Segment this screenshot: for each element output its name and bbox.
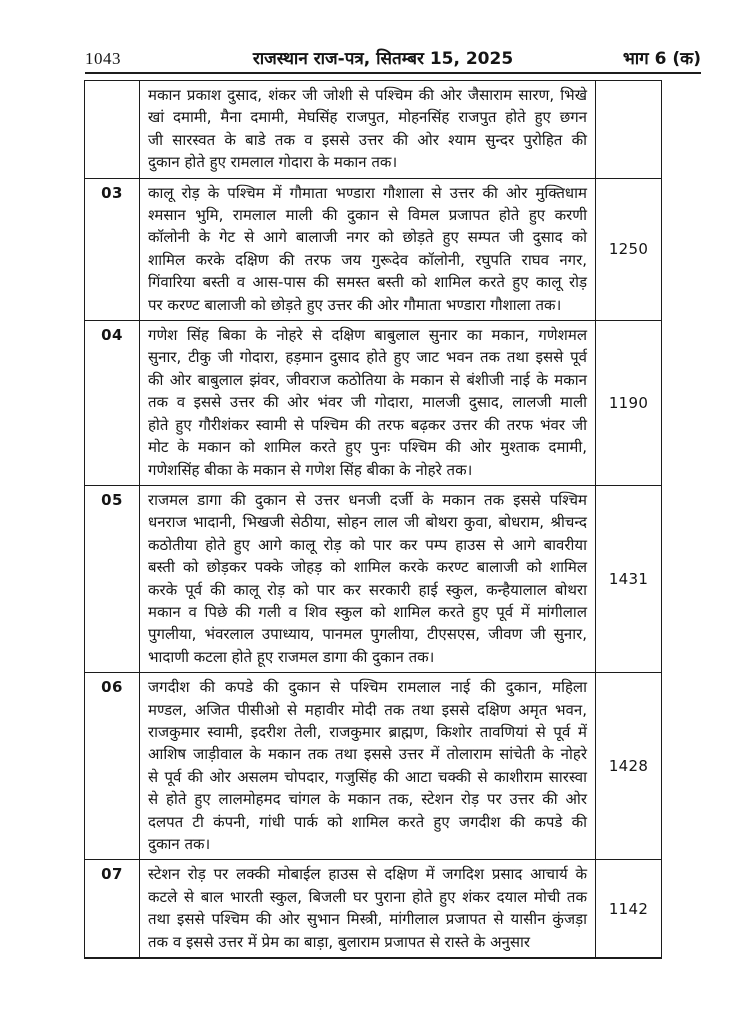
table-row — [85, 672, 661, 859]
boundary-description-cell — [139, 486, 596, 672]
part-label: भाग 6 (क) — [622, 49, 701, 69]
page-header — [85, 46, 701, 74]
text-line: सुनार, टीकु जी गोदारा, हड़मान दुसाद होते हुए जाट भवन तक तथा इससे पूर्व — [148, 348, 587, 367]
boundary-description-cell — [139, 179, 596, 320]
text-line: श्मसान भुमि, रामलाल माली की दुकान से विमल प्रजापत होते हुए करणी — [148, 206, 587, 225]
page-number: 1043 — [85, 49, 121, 68]
count-cell: 1428 — [608, 757, 649, 776]
text-line: पुगलीया, भंवरलाल उपाध्याय, पानमल पुगलीया, टीएसएस, जीवण जी सुनार, — [148, 625, 587, 644]
text-line: धनराज भादानी, भिखजी सेठीया, सोहन लाल जी बोथरा कुवा, बोधराम, श्रीचन्द — [148, 513, 587, 532]
count-cell: 1250 — [608, 240, 649, 259]
boundary-description-cell — [139, 81, 596, 178]
serial-number-cell: 07 — [101, 865, 123, 884]
boundary-description-cell — [139, 321, 596, 485]
text-line: गणेश सिंह बिका के नोहरे से दक्षिण बाबुलाल सुनार का मकान, गणेशमल — [148, 326, 587, 345]
text-line: राजकुमार स्वामी, इदरीश तेली, राजकुमार ब्राह्मण, किशोर तावणियां से पूर्व में — [148, 722, 587, 741]
text-line: पर करण्ट बालाजी को छोड़ते हुए उत्तर की ओर गौमाता भण्डारा गौशाला तक। — [148, 295, 562, 314]
count-cell: 1431 — [608, 570, 649, 589]
serial-number-cell: 04 — [101, 326, 123, 345]
text-line: कठोतीया होते हुए आगे कालू रोड़ को पार कर पम्प हाउस से आगे बावरीया — [148, 535, 587, 554]
boundary-description-cell — [139, 673, 596, 859]
text-line: दुकान होते हुए रामलाल गोदारा के मकान तक। — [148, 153, 398, 172]
text-line: खां दमामी, मैना दमामी, मेघसिंह राजपुत, मोहनसिंह राजपुत होते हुए छगन — [148, 108, 587, 127]
text-line: दलपत टी कंपनी, गांधी पार्क को शामिल करते हुए जगदीश की कपडे की — [148, 812, 587, 831]
text-line: राजमल डागा की दुकान से उत्तर धनजी दर्जी के मकान तक इससे पश्चिम — [148, 490, 587, 509]
serial-number-cell: 05 — [101, 490, 123, 509]
text-line: गणेशसिंह बीका के मकान से गणेश सिंह बीका के नोहरे तक। — [148, 460, 473, 479]
text-line: से पूर्व की ओर असलम चोपदार, गजुसिंह की आटा चक्की से काशीराम सारस्वा — [148, 767, 587, 786]
text-line: तक व इससे उत्तर में प्रेम का बाड़ा, बुलाराम प्रजापत से रास्ते के अनुसार — [148, 932, 531, 951]
serial-number-cell — [85, 81, 139, 178]
text-line: स्टेशन रोड़ पर लक्की मोबाईल हाउस से दक्षिण में जगदिश प्रसाद आचार्य के — [148, 865, 587, 884]
serial-number-cell: 03 — [101, 183, 123, 202]
table-row — [85, 485, 661, 672]
text-line: होते हुए गौरीशंकर स्वामी से पश्चिम की तरफ बढ़कर उत्तर की तरफ भंवर जी — [148, 415, 587, 434]
table-row — [85, 859, 661, 957]
count-cell: 1142 — [608, 899, 649, 918]
text-line: तथा इससे पश्चिम की ओर सुभान मिस्त्री, मांगीलाल प्रजापत से यासीन कुंजड़ा — [148, 910, 587, 929]
table-row — [85, 320, 661, 485]
table-row — [85, 81, 661, 178]
count-cell — [596, 81, 661, 178]
gazette-title: राजस्थान राज-पत्र, सितम्बर 15, 2025 — [252, 49, 514, 69]
text-line: जगदीश की कपडे की दुकान से पश्चिम रामलाल नाई की दुकान, महिला — [148, 678, 587, 697]
serial-number-cell: 06 — [101, 678, 123, 697]
text-line: मकान प्रकाश दुसाद, शंकर जी जोशी से पश्चिम की ओर जैसाराम सारण, भिखे — [148, 86, 587, 104]
text-line: दुकान तक। — [148, 835, 211, 853]
text-line: की ओर बाबुलाल झंवर, जीवराज कठोतिया के मकान से बंशीजी नाई के मकान — [148, 370, 587, 389]
text-line: बस्ती को छोड़कर पक्के जोहड़ को शामिल करके करण्ट बालाजी को शामिल — [148, 558, 587, 577]
text-line: जी सारस्वत के बाडे तक व इससे उत्तर की ओर श्याम सुन्दर पुरोहित की — [148, 130, 587, 149]
count-cell: 1190 — [608, 393, 649, 412]
text-line: गिंवारिया बस्ती व आस-पास की समस्त बस्ती को शामिल करते हुए कालू रोड़ — [148, 273, 587, 292]
text-line: कॉलोनी के गेट से आगे बालाजी नगर को छोड़ते हुए सम्पत जी दुसाद को — [148, 228, 587, 247]
text-line: मण्डल, अजित पीसीओ से महावीर मोदी तक तथा इससे दक्षिण अमृत भवन, — [148, 700, 587, 719]
text-line: आशिष जाड़ीवाल के मकान तक तथा इससे उत्तर में तोलाराम सांचेती के नोहरे — [148, 745, 587, 764]
table-row — [85, 178, 661, 320]
boundary-table — [84, 80, 662, 959]
boundary-description-cell — [139, 860, 596, 957]
text-line: भादाणी कटला होते हूए राजमल डागा की दुकान तक। — [148, 647, 435, 666]
text-line: कटले से बाल भारती स्कुल, बिजली घर पुराना होते हुए शंकर दयाल मोची तक — [148, 887, 587, 906]
text-line: शामिल करके दक्षिण की तरफ जय गुरूदेव कॉलोनी, रघुपति राघव नगर, — [148, 250, 587, 269]
text-line: से होते हुए लालमोहमद चांगल के मकान तक, स्टेशन रोड़ पर उत्तर की ओर — [148, 790, 587, 809]
text-line: तक व इससे उत्तर की ओर भंवर जी गोदारा, मालजी दुसाद, लालजी माली — [148, 393, 587, 412]
text-line: कालू रोड़ के पश्चिम में गौमाता भण्डारा गौशाला से उत्तर की ओर मुक्तिधाम — [148, 183, 587, 202]
text-line: करके पूर्व की कालू रोड़ को पार कर सरकारी हाई स्कुल, कन्हैयालाल बोथरा — [148, 580, 587, 599]
text-line: मोट के मकान को शामिल करते हुए पुनः पश्चिम की ओर मुश्ताक दमामी, — [148, 438, 587, 457]
text-line: मकान व पिछे की गली व शिव स्कुल को शामिल करते हुए पूर्व में मांगीलाल — [148, 602, 587, 621]
